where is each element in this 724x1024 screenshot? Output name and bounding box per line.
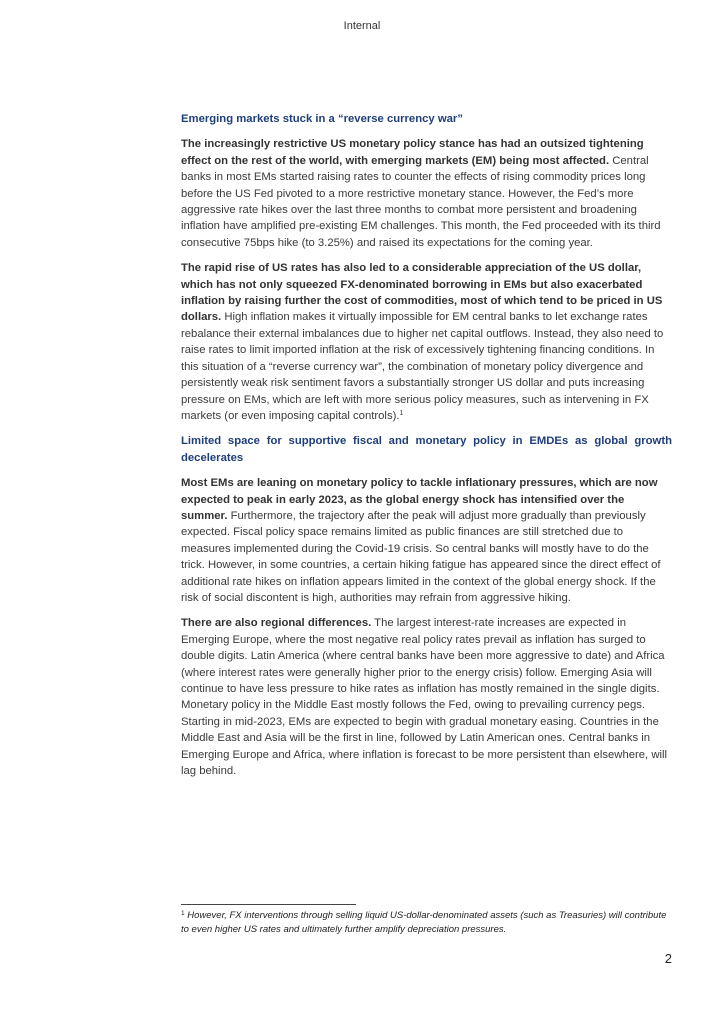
paragraph-us-monetary-policy <box>181 136 672 251</box>
footnote-marker: 1 <box>181 910 185 917</box>
page-number: 2 <box>664 951 672 966</box>
paragraph-lead: Most EMs are leaning on monetary policy to tackle inflationary pressures, which are now expected to peak in early 2023, as the global energy shock has intensified over the summer. <box>181 477 658 522</box>
footnote-reference[interactable]: 1 <box>399 409 404 417</box>
paragraph-lead: The rapid rise of US rates has also led to a considerable appreciation of the US dollar, which has not only squeezed FX-denominated borrowing in EMs but also exacerbated inflation by raising further the cost of commodities, most of which tend to be priced in US dollars. <box>181 262 663 324</box>
paragraph-body: Furthermore, the trajectory after the peak will adjust more gradually than previously expected. Fiscal policy space remains limited as public finances are still stretched due to measures implemented during the Covid-19 crisis. So central banks will mostly have to do the trick. However, in some countries, a certain hiking fatigue has appeared since the direct effect of additional rate hikes on inflation appears limited in the context of the global energy shock. If the risk of social discontent is high, authorities may refrain from aggressive hiking. <box>181 509 661 604</box>
section-heading-reverse-currency-war: Emerging markets stuck in a “reverse currency war” <box>181 113 463 125</box>
paragraph-body: Central banks in most EMs started raising rates to counter the effects of rising commodity prices long before the US Fed pivoted to a more restrictive monetary stance. However, the Fed’s more aggressive rate hikes over the last three months to combat more persistent and broadening inflation have amplified pre-existing EM challenges. This month, the Fed proceeded with its third consecutive 75bps hike (to 3.25%) and raised its expectations for the coming year. <box>181 154 661 249</box>
footnote <box>181 909 672 936</box>
section-heading-limited-policy-space: Limited space for supportive fiscal and monetary policy in EMDEs as global growth decelerates <box>181 435 672 464</box>
paragraph-inflation-peak <box>181 475 672 606</box>
classification-label: Internal <box>343 20 381 32</box>
footnote-text: However, FX interventions through selling liquid US-dollar-denominated assets (such as Treasuries) will contribute to even higher US rates and ultimately further amplify depreciation pressures. <box>181 910 667 935</box>
footnote-divider <box>181 904 356 905</box>
paragraph-lead: The increasingly restrictive US monetary policy stance has had an outsized tightening effect on the rest of the world, with emerging markets (EM) being most affected. <box>181 138 644 167</box>
paragraph-lead: There are also regional differences. <box>181 617 372 630</box>
paragraph-body: High inflation makes it virtually impossible for EM central banks to let exchange rates rebalance their external imbalances due to higher net capital outflows. Instead, they also need to raise rates to limit imported inflation at the risk of excessively tightening financing conditions. In this situation of a “reverse currency war”, the combination of monetary policy divergence and persistently weak risk sentiment favors a substantially stronger US dollar and puts increasing pressure on EMs, which are left with more serious policy measures, such as intervening in FX markets (or even imposing capital controls). <box>181 311 664 422</box>
document-body <box>181 111 672 788</box>
paragraph-us-dollar-appreciation <box>181 260 672 424</box>
paragraph-body: The largest interest-rate increases are expected in Emerging Europe, where the most negative real policy rates prevail as inflation has surged to double digits. Latin America (where central banks have been more aggressive to date) and Africa (where interest rates were generally higher prior to the energy crisis) follow. Emerging Asia will continue to have less pressure to hike rates as inflation has mostly remained in the single digits. Monetary policy in the Middle East mostly follows the Fed, owing to prevailing currency pegs. Starting in mid-2023, EMs are expected to begin with gradual monetary easing. Countries in the Middle East and Asia will be the first in line, followed by Latin American ones. Central banks in Emerging Europe and Africa, where inflation is forecast to be more persistent than elsewhere, will lag behind. <box>181 617 668 778</box>
paragraph-regional-differences <box>181 615 672 779</box>
